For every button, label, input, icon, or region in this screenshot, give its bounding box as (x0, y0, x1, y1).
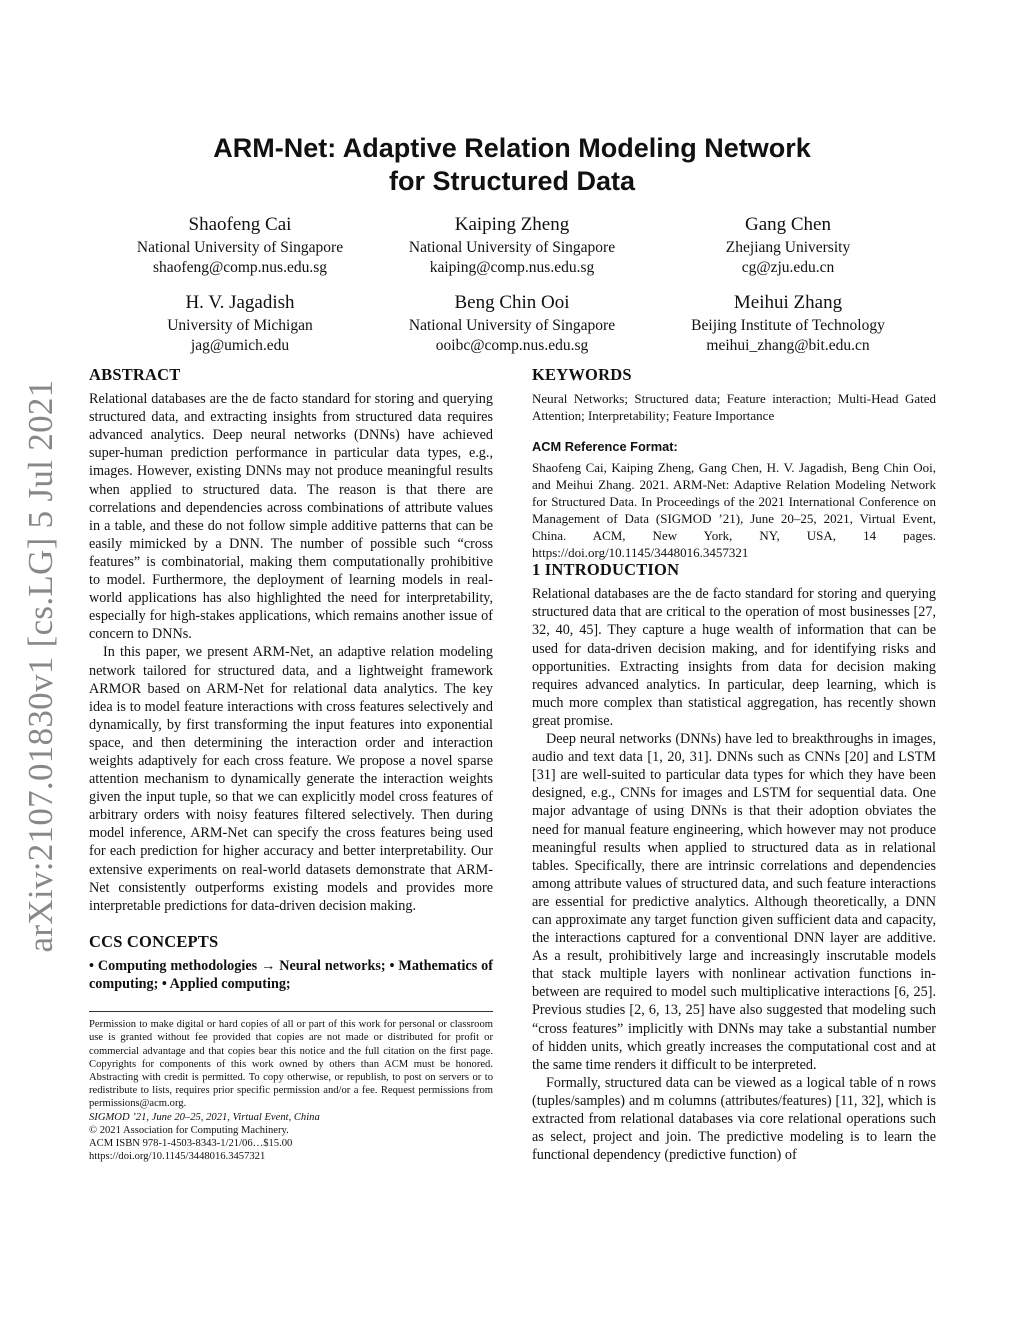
author-affiliation: Zhejiang University (725, 239, 851, 256)
author-name: Meihui Zhang (733, 292, 843, 313)
author-name: Gang Chen (744, 214, 831, 235)
author-block (100, 290, 380, 356)
author-affiliation: National University of Singapore (408, 317, 616, 334)
author-name: Kaiping Zheng (454, 214, 570, 235)
title-line-1: ARM-Net: Adaptive Relation Modeling Network (213, 133, 811, 163)
footnote-divider (89, 1011, 493, 1012)
acm-reference-text: Shaofeng Cai, Kaiping Zheng, Gang Chen, H. V. Jagadish, Beng Chin Ooi, and Meihui Zhang. 2021. ARM-Net: Adaptive Relation Modeling Network for Structured Data. In Proceedings of the 2021 International Conference on Management of Data (SIGMOD ’21), June 20–25, 2021, Virtual Event, China. ACM, New York, NY, USA, 14 pages. https://doi.org/10.1145/3448016.3457321 (532, 460, 936, 561)
author-email: ooibc@comp.nus.edu.sg (435, 337, 589, 354)
author-name: Shaofeng Cai (188, 214, 292, 235)
author-email: shaofeng@comp.nus.edu.sg (153, 259, 327, 276)
author-name: Beng Chin Ooi (454, 292, 570, 313)
left-column (89, 366, 493, 1163)
doi-link[interactable]: https://doi.org/10.1145/3448016.3457321 (89, 1151, 266, 1163)
abstract-heading: ABSTRACT (89, 365, 181, 384)
abstract-paragraph-1: Relational databases are the de facto standard for storing and querying structured data, and extracting insights from structured data requires advanced analytics. Deep neural networks (DNNs) have achieved super-human prediction performance in particular data types, e.g., images. However, existing DNNs may not produce meaningful results when applied to structured data. The reason is that there are correlations and dependencies across combinations of attribute values in a table, and these do not follow simple additive patterns that can be easily mimicked by a DNN. The number of possible such “cross features” is combinatorial, making them computationally prohibitive to model. Furthermore, the deployment of learning models in real-world applications has also highlighted the need for interpretability, especially for high-stakes applications, which remains another issue of concern to DNNs. (89, 391, 493, 643)
arxiv-sidebar-stamp (14, 376, 68, 956)
permission-text: Permission to make digital or hard copies of all or part of this work for personal or classroom use is granted without fee provided that copies are not made or distributed for profit or commercial advantage and that copies bear this notice and the full citation on the first page. Copyrights for components of this work owned by others than ACM must be honored. Abstracting with credit is permitted. To copy otherwise, or republish, to post on servers or to redistribute to lists, requires prior specific permission and/or a fee. Request permissions from permissions@acm.org. (89, 1019, 493, 1110)
copyright-notice: © 2021 Association for Computing Machinery. (89, 1124, 289, 1136)
author-affiliation: University of Michigan (167, 317, 313, 334)
ccs-concepts: • Computing methodologies → Neural networks; • Mathematics of computing; • Applied computing; (89, 957, 493, 992)
intro-paragraph-3: Formally, structured data can be viewed as a logical table of n rows (tuples/samples) and m columns (attributes/features) [11, 32], which is extracted from relational databases via core relational operations such as select, project and join. The predictive modeling is to learn the functional dependency (predictive function) of (532, 1074, 936, 1164)
right-column (532, 366, 936, 1164)
intro-paragraph-2: Deep neural networks (DNNs) have led to breakthroughs in images, audio and text data [1, 20, 31]. DNNs such as CNNs [20] and LSTM [31] are well-suited to particular data types for which they have been designed, e.g., CNNs for images and LSTM for sequential data. One major advantage of using DNNs is that their adoption obviates the need for manual feature engineering, which however may not produce meaningful results when applied to structured data as in relational tables. Specifically, there are intrinsic correlations and dependencies among attribute values of structured data, and such feature interactions are essential for predictive analytics. Although theoretically, a DNN can approximate any target function given sufficient data and capacity, the interactions captured for a conventional DNN layer are additive. As a result, prohibitively large and increasingly inscrutable models that stack multiple layers with nonlinear activation functions in-between are required to model such multiplicative interactions [6, 25]. Previous studies [2, 6, 13, 25] have also suggested that modeling such “cross features” implicitly with DNNs may take a substantial number of hidden units, which greatly increases the computational cost and at the same time renders it difficult to be interpreted. (532, 731, 936, 1073)
author-affiliation: Beijing Institute of Technology (691, 317, 885, 334)
author-email: kaiping@comp.nus.edu.sg (429, 259, 595, 276)
acm-reference-heading: ACM Reference Format: (532, 439, 678, 455)
author-email: cg@zju.edu.cn (741, 259, 835, 276)
title-line-2: for Structured Data (388, 166, 636, 196)
author-affiliation: National University of Singapore (408, 239, 616, 256)
author-block (372, 290, 652, 356)
author-email: meihui_zhang@bit.edu.cn (706, 337, 870, 354)
author-block (648, 212, 928, 278)
author-block (648, 290, 928, 356)
conference-venue: SIGMOD ’21, June 20–25, 2021, Virtual Event, China (89, 1111, 320, 1123)
ccs-heading: CCS CONCEPTS (89, 931, 219, 951)
abstract-paragraph-2: In this paper, we present ARM-Net, an adaptive relation modeling network tailored for structured data, and a lightweight framework ARMOR based on ARM-Net for relational data analytics. The key idea is to model feature interactions with cross features selectively and dynamically, by first transforming the input features into exponential space, and then determining the interaction order and interaction weights adaptively for each cross feature. We propose a novel sparse attention mechanism to dynamically generate the interaction weights given the input tuple, so that we can explicitly model cross features of arbitrary orders with noisy features filtered selectively. Then during model inference, ARM-Net can specify the cross features being used for each prediction for higher accuracy and better interpretability. Our extensive experiments on real-world datasets demonstrate that ARM-Net consistently outperforms existing models and provides more interpretable predictions for data-driven decision making. (89, 644, 493, 914)
author-email: jag@umich.edu (190, 337, 290, 354)
arxiv-id: arXiv:2107.01830v1 [cs.LG] 5 Jul 2021 (21, 379, 60, 953)
author-block (372, 212, 652, 278)
paper-title (100, 132, 924, 198)
permission-block (89, 1018, 493, 1163)
intro-paragraph-1: Relational databases are the de facto standard for storing and querying structured data that are critical to the operation of most businesses [27, 32, 40, 45]. They capture a huge wealth of information that can be used for data-driven decision making, and for identifying risks and opportunities. Extracting insights from data for decision making requires advanced analytics. In particular, deep learning, which is much more complex than statistical aggregation, has recently shown great promise. (532, 586, 936, 729)
isbn: ACM ISBN 978-1-4503-8343-1/21/06…$15.00 (89, 1137, 293, 1149)
keywords-heading: KEYWORDS (532, 365, 632, 384)
author-name: H. V. Jagadish (185, 292, 295, 313)
introduction-heading: 1 INTRODUCTION (532, 560, 680, 580)
keywords-text: Neural Networks; Structured data; Feature interaction; Multi-Head Gated Attention; Interpretability; Feature Importance (532, 391, 936, 424)
author-affiliation: National University of Singapore (136, 239, 344, 256)
author-block (100, 212, 380, 278)
